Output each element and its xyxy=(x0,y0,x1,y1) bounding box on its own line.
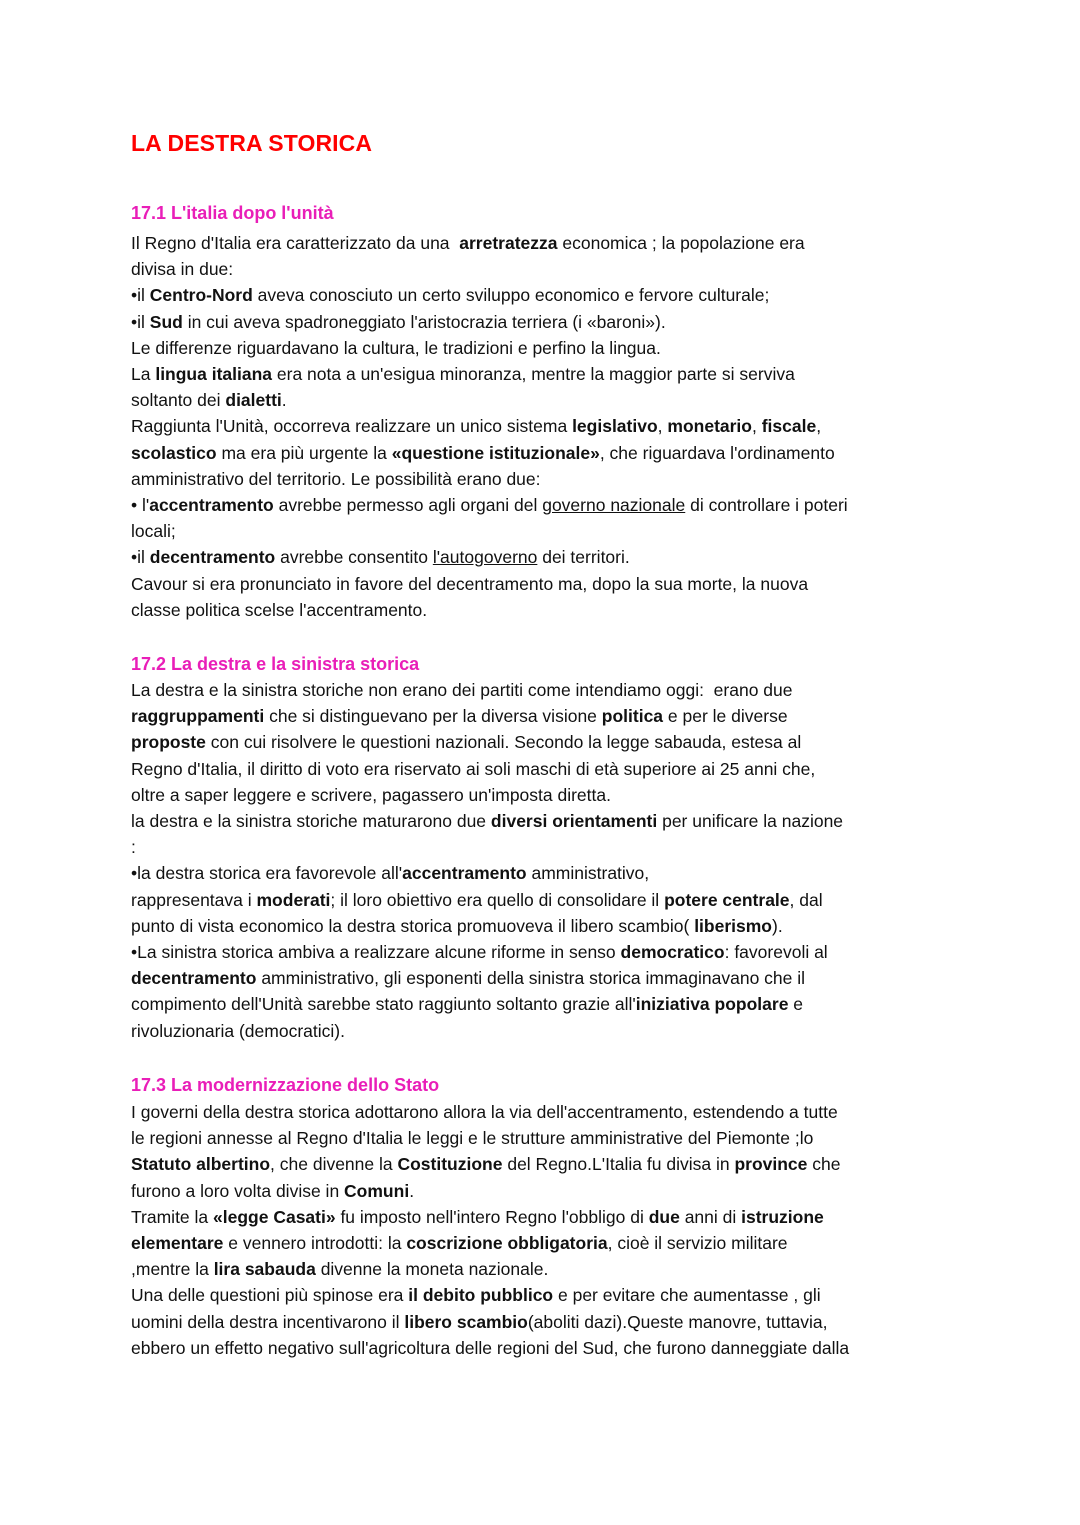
text-line xyxy=(131,544,961,570)
text-run: locali; xyxy=(131,521,176,542)
text-run: , che riguardava l'ordinamento xyxy=(599,442,835,463)
document-title: LA DESTRA STORICA xyxy=(131,130,373,156)
bold-term: dialetti xyxy=(225,390,282,411)
bold-term: decentramento xyxy=(149,547,276,568)
text-run: punto di vista economico la destra storica promuoveva il libero scambio( xyxy=(131,915,695,936)
bold-term: elementare xyxy=(131,1233,224,1254)
text-run: che xyxy=(807,1154,841,1175)
text-run: e per evitare che aumentasse , gli xyxy=(553,1285,821,1306)
bold-term: fiscale xyxy=(761,416,817,437)
bold-term: province xyxy=(734,1154,808,1175)
text-run: •il xyxy=(131,311,150,332)
text-run: Regno d'Italia, il diritto di voto era riservato ai soli maschi di età superiore ai 25 anni che, xyxy=(131,758,816,779)
underlined-term: l'autogoverno xyxy=(432,547,538,568)
text-run: che si distinguevano per la diversa visione xyxy=(264,706,602,727)
text-run: e xyxy=(788,994,804,1015)
bold-term: politica xyxy=(601,706,664,727)
text-run: Il Regno d'Italia era caratterizzato da una xyxy=(131,233,460,253)
text-run: ma era più urgente la xyxy=(216,442,392,463)
text-run: furono a loro volta divise in xyxy=(131,1180,345,1201)
text-run: amministrativo, xyxy=(526,863,650,884)
section-body-17-3 xyxy=(131,1099,961,1361)
text-line xyxy=(131,1256,961,1282)
section-heading-17-1: 17.1 L'italia dopo l'unità xyxy=(131,203,334,223)
text-run: anni di xyxy=(679,1206,742,1227)
text-run: divenne la moneta nazionale. xyxy=(315,1259,549,1280)
text-run: rappresentava i xyxy=(131,889,257,910)
text-run: I governi della destra storica adottarono allora la via dell'accentramento, estendendo a tutte xyxy=(131,1102,838,1122)
text-run: per unificare la nazione xyxy=(657,811,844,832)
bold-term: monetario xyxy=(667,416,752,437)
text-line xyxy=(131,309,961,335)
text-line xyxy=(131,571,961,597)
text-run: •il xyxy=(131,547,150,568)
section-body-17-1 xyxy=(131,230,961,623)
text-run: , che divenne la xyxy=(270,1154,398,1175)
text-line xyxy=(131,492,961,518)
bold-term: coscrizione obbligatoria xyxy=(406,1233,608,1254)
text-run: , cioè il servizio militare xyxy=(607,1233,788,1254)
text-run: la destra e la sinistra storiche maturarono due xyxy=(131,811,491,832)
text-line xyxy=(131,887,961,913)
text-run: rivoluzionaria (democratici). xyxy=(131,1020,345,1041)
text-line xyxy=(131,965,961,991)
bold-term: democratico xyxy=(620,942,725,963)
bold-term: lingua italiana xyxy=(155,364,273,385)
section-heading-17-3: 17.3 La modernizzazione dello Stato xyxy=(131,1075,440,1095)
bold-term: proposte xyxy=(131,732,206,753)
text-run: Tramite la xyxy=(131,1206,214,1227)
text-run: , xyxy=(657,416,668,437)
text-line xyxy=(131,703,961,729)
text-run: fu imposto nell'intero Regno l'obbligo di xyxy=(335,1206,649,1227)
bold-term: scolastico xyxy=(131,442,217,463)
text-run: . xyxy=(409,1180,415,1201)
text-run: Le differenze riguardavano la cultura, le tradizioni e perfino la lingua. xyxy=(131,337,661,358)
bold-term: libero scambio xyxy=(404,1311,528,1332)
text-line xyxy=(131,808,961,834)
text-run: economica ; la popolazione era xyxy=(557,233,805,253)
bold-term: accentramento xyxy=(402,863,527,884)
text-run: •il xyxy=(131,285,150,306)
text-run: : xyxy=(131,837,136,858)
bold-term: lira sabauda xyxy=(213,1259,316,1280)
text-run: Cavour si era pronunciato in favore del decentramento ma, dopo la sua morte, la nuova xyxy=(131,573,809,594)
text-run: soltanto dei xyxy=(131,390,226,411)
text-run: classe politica scelse l'accentramento. xyxy=(131,599,428,620)
bold-term: Centro-Nord xyxy=(149,285,253,306)
text-line xyxy=(131,335,961,361)
text-run: aveva conosciuto un certo sviluppo economico e fervore culturale; xyxy=(252,285,770,306)
text-run: compimento dell'Unità sarebbe stato raggiunto soltanto grazie all' xyxy=(131,994,636,1015)
text-line xyxy=(131,1309,961,1335)
text-run: ; il loro obiettivo era quello di consolidare il xyxy=(330,889,665,910)
text-run: ebbero un effetto negativo sull'agricoltura delle regioni del Sud, che furono danneggiate dalla xyxy=(131,1337,850,1358)
text-line xyxy=(131,782,961,808)
bold-term: Statuto albertino xyxy=(131,1154,271,1175)
text-run: , dal xyxy=(789,889,823,910)
text-line xyxy=(131,729,961,755)
text-run: Una delle questioni più spinose era xyxy=(131,1285,409,1306)
text-run: in cui aveva spadroneggiato l'aristocrazia terriera (i «baroni»). xyxy=(182,311,666,332)
bold-term: decentramento xyxy=(131,968,257,989)
bold-term: arretratezza xyxy=(459,233,558,253)
text-run: oltre a saper leggere e scrivere, pagassero un'imposta diretta. xyxy=(131,784,611,805)
text-line xyxy=(131,597,961,623)
text-run: era nota a un'esigua minoranza, mentre la maggior parte si serviva xyxy=(272,364,795,385)
text-run: avrebbe permesso agli organi del xyxy=(273,495,543,516)
text-run: •la destra storica era favorevole all' xyxy=(131,863,403,884)
section-body-17-2 xyxy=(131,677,961,1044)
text-run: (aboliti dazi).Queste manovre, tuttavia, xyxy=(527,1311,828,1332)
text-run: del Regno.L'Italia fu divisa in xyxy=(502,1154,735,1175)
text-run: amministrativo del territorio. Le possibilità erano due: xyxy=(131,468,541,489)
text-line xyxy=(131,677,961,703)
text-run: La xyxy=(131,364,156,385)
text-run: Raggiunta l'Unità, occorreva realizzare un unico sistema xyxy=(131,416,573,437)
text-line xyxy=(131,1018,961,1044)
bold-term: liberismo xyxy=(694,915,772,936)
bold-term: «questione istituzionale» xyxy=(391,442,600,463)
text-line xyxy=(131,361,961,387)
text-run: le regioni annesse al Regno d'Italia le leggi e le strutture amministrative del Piemonte ;lo xyxy=(131,1128,814,1149)
text-run: La destra e la sinistra storiche non erano dei partiti come intendiamo oggi: erano due xyxy=(131,680,793,700)
bold-term: moderati xyxy=(256,889,331,910)
bold-term: raggruppamenti xyxy=(131,706,265,727)
text-line xyxy=(131,1335,961,1361)
text-run: ). xyxy=(772,915,783,936)
text-line xyxy=(131,413,961,439)
text-run: dei territori. xyxy=(537,547,630,568)
text-run: di controllare i poteri xyxy=(685,495,848,516)
bold-term: Sud xyxy=(149,311,183,332)
text-run: uomini della destra incentivarono il xyxy=(131,1311,405,1332)
text-run: • l' xyxy=(131,495,150,516)
text-run: : favorevoli al xyxy=(724,942,828,963)
text-run: , xyxy=(752,416,762,437)
text-line xyxy=(131,939,961,965)
bold-term: legislativo xyxy=(572,416,658,437)
bold-term: Costituzione xyxy=(397,1154,503,1175)
bold-term: il debito pubblico xyxy=(408,1285,554,1306)
bold-term: diversi orientamenti xyxy=(490,811,658,832)
text-line xyxy=(131,1282,961,1308)
text-line xyxy=(131,282,961,308)
text-run: avrebbe consentito xyxy=(275,547,433,568)
text-run: con cui risolvere le questioni nazionali. Secondo la legge sabauda, estesa al xyxy=(205,732,802,753)
text-line xyxy=(131,834,961,860)
text-run: e per le diverse xyxy=(663,706,788,727)
text-line xyxy=(131,1230,961,1256)
text-line xyxy=(131,518,961,544)
text-line xyxy=(131,1125,961,1151)
text-line xyxy=(131,256,961,282)
text-run: •La sinistra storica ambiva a realizzare alcune riforme in senso xyxy=(131,942,621,963)
text-line xyxy=(131,1204,961,1230)
bold-term: accentramento xyxy=(149,495,274,516)
text-run: ,mentre la xyxy=(131,1259,214,1280)
text-line xyxy=(131,860,961,886)
text-line xyxy=(131,1178,961,1204)
text-run: amministrativo, gli esponenti della sinistra storica immaginavano che il xyxy=(256,968,806,989)
bold-term: «legge Casati» xyxy=(213,1206,336,1227)
text-run: e vennero introdotti: la xyxy=(223,1233,407,1254)
text-line xyxy=(131,1099,961,1125)
text-line xyxy=(131,1151,961,1177)
bold-term: Comuni xyxy=(344,1180,410,1201)
text-line xyxy=(131,230,961,256)
text-line xyxy=(131,440,961,466)
text-line xyxy=(131,756,961,782)
bold-term: istruzione xyxy=(741,1206,824,1227)
text-run: . xyxy=(281,390,287,411)
text-line xyxy=(131,387,961,413)
text-line xyxy=(131,913,961,939)
text-run: divisa in due: xyxy=(131,259,234,280)
underlined-term: governo nazionale xyxy=(542,495,686,516)
bold-term: potere centrale xyxy=(664,889,790,910)
bold-term: iniziativa popolare xyxy=(635,994,789,1015)
bold-term: due xyxy=(648,1206,680,1227)
text-line xyxy=(131,991,961,1017)
text-run: , xyxy=(816,416,822,437)
text-line xyxy=(131,466,961,492)
section-heading-17-2: 17.2 La destra e la sinistra storica xyxy=(131,654,420,674)
